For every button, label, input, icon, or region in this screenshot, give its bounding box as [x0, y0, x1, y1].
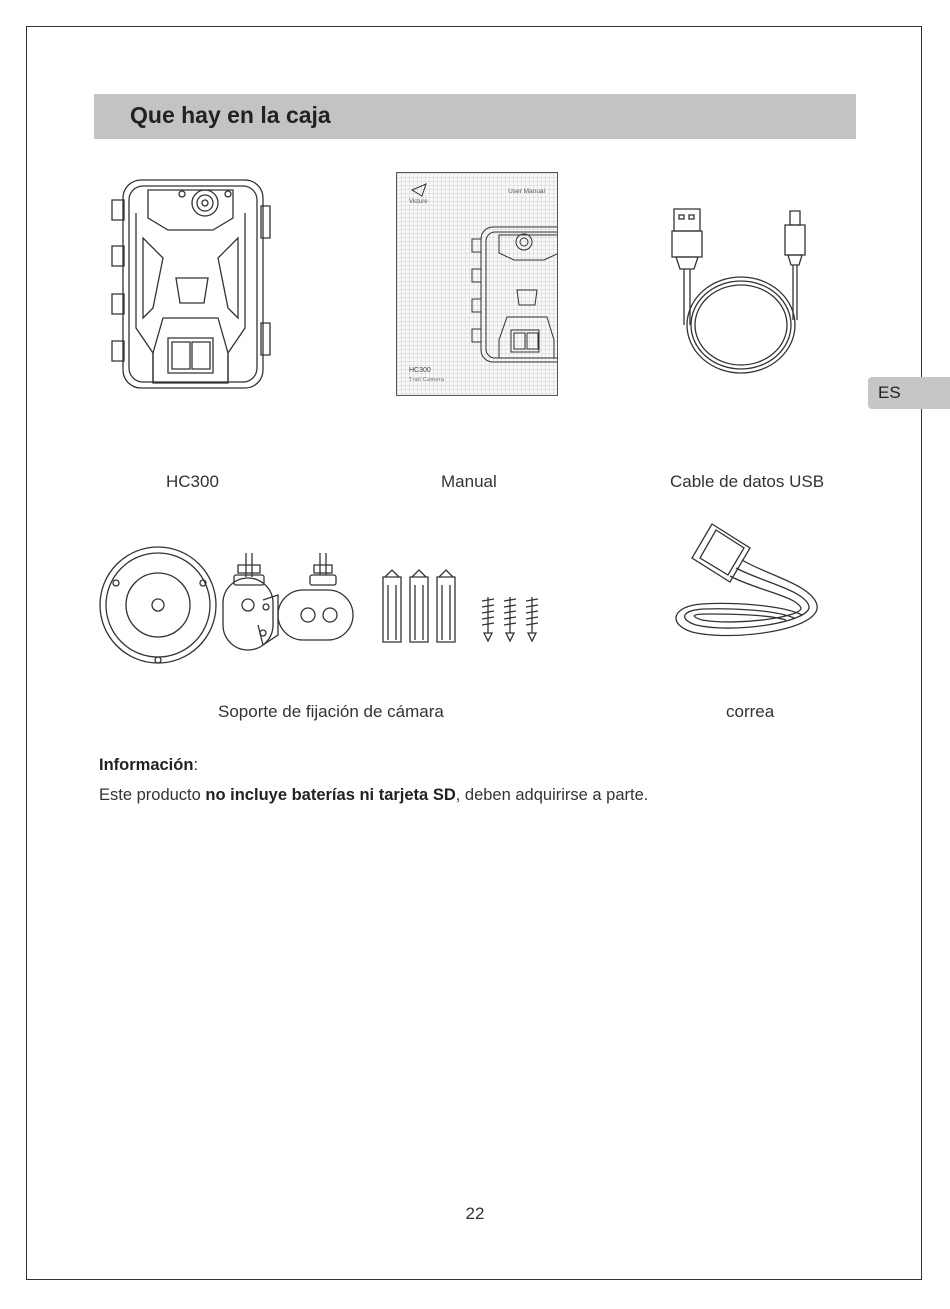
info-heading-colon: : — [193, 756, 199, 774]
manual-booklet-icon — [396, 172, 558, 396]
page-number: 22 — [465, 1204, 485, 1223]
info-heading — [99, 756, 198, 775]
info-text-suffix: , deben adquirirse a parte. — [455, 786, 649, 804]
strap-icon — [672, 520, 827, 650]
manual-camera-icon — [469, 225, 558, 365]
info-text-bold: no incluye baterías ni tarjeta SD — [205, 786, 456, 804]
brand-logo-icon — [411, 183, 427, 197]
item-label-usb-cable: Cable de datos USB — [670, 472, 825, 491]
manual-heading: User Manual — [508, 188, 545, 195]
info-text-prefix: Este producto — [99, 786, 206, 804]
section-banner — [94, 94, 856, 139]
info-heading-text: Información — [99, 756, 194, 774]
info-text — [99, 786, 648, 805]
trail-camera-icon — [108, 178, 273, 393]
item-label-manual: Manual — [441, 472, 497, 491]
language-tab-label: ES — [878, 383, 901, 402]
item-label-camera: HC300 — [166, 472, 219, 491]
language-tab — [868, 377, 950, 409]
section-title: Que hay en la caja — [130, 102, 331, 128]
manual-brand: Victure — [409, 199, 428, 205]
manual-model: HC300 — [409, 367, 431, 374]
manual-subtitle: Trail Camera — [409, 377, 445, 383]
item-label-strap: correa — [726, 702, 775, 721]
item-label-camera-mount: Soporte de fijación de cámara — [218, 702, 444, 721]
usb-cable-icon — [660, 205, 820, 380]
camera-mount-icon — [98, 545, 553, 670]
